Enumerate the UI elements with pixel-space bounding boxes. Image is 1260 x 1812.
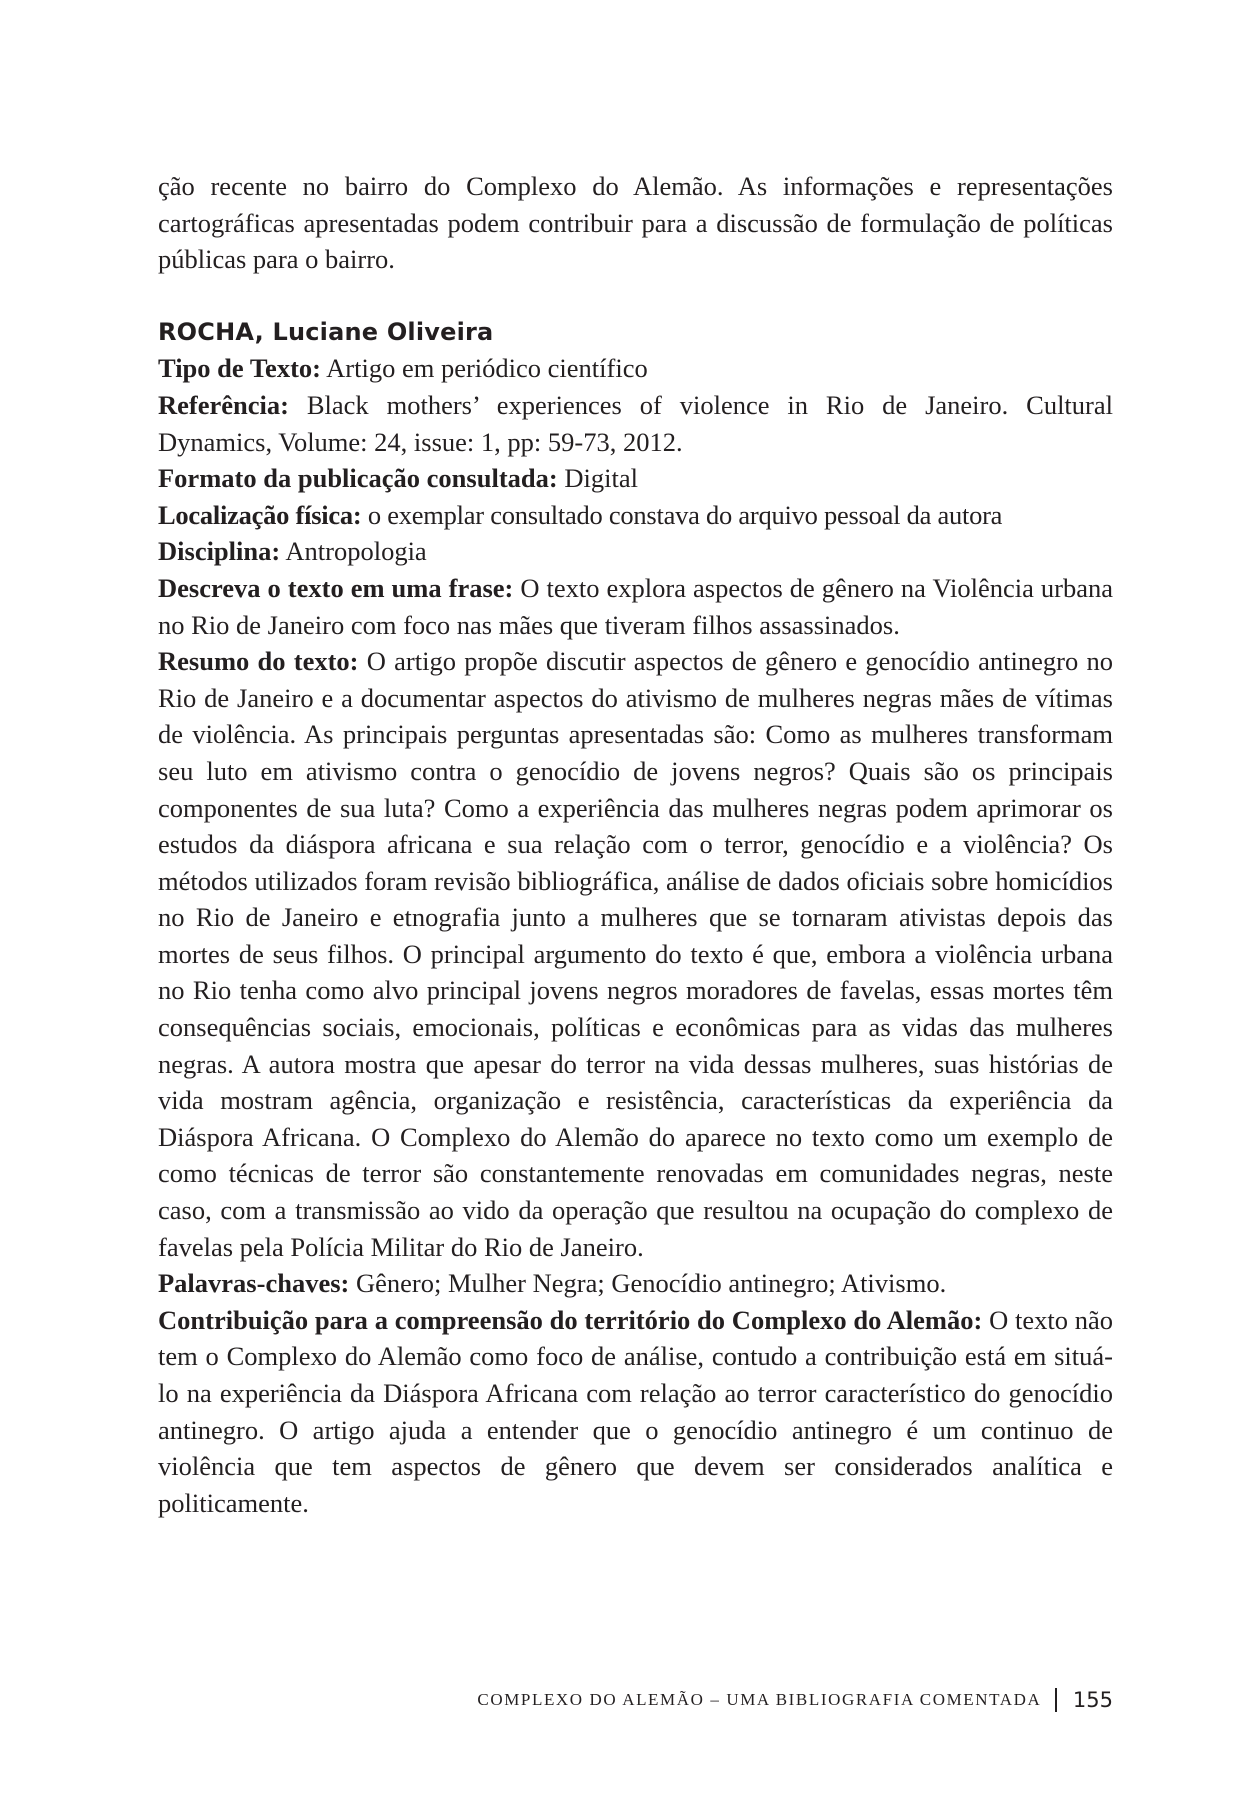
page-footer [477, 1688, 1113, 1712]
field-localizacao [158, 497, 1113, 534]
field-value: Artigo em periódico científico [320, 353, 648, 384]
field-label: Contribuição para a compreensão do território do Complexo do Alemão: [158, 1304, 983, 1335]
page-body [158, 168, 1113, 1521]
field-referencia [158, 387, 1113, 460]
footer-divider [1055, 1688, 1057, 1712]
field-label: Resumo do texto: [158, 646, 359, 677]
field-value: Black mothers’ experiences of violence in Rio de Janeiro. Cultural Dynamics, Volume: 24, issue: 1, pp: 59-73, 2012. [158, 389, 1113, 457]
page-number: 155 [1072, 1688, 1113, 1712]
entry-author: ROCHA, Luciane Oliveira [158, 317, 494, 346]
field-value: O texto explora aspectos de gênero na Violência urbana no Rio de Janeiro com foco nas mães que tiveram filhos assassinados. [158, 572, 1113, 640]
field-formato [158, 460, 1113, 497]
field-contribuicao [158, 1302, 1113, 1522]
field-tipo-de-texto [158, 350, 1113, 387]
field-label: Referência: [158, 389, 289, 420]
intro-paragraph: ção recente no bairro do Complexo do Alemão. As informações e representações cartográficas apresentadas podem contribuir para a discussão de formulação de políticas públicas para o bairro. [158, 171, 1113, 275]
field-label: Tipo de Texto: [158, 353, 321, 384]
field-palavras-chaves [158, 1265, 1113, 1302]
field-label: Descreva o texto em uma frase: [158, 572, 514, 603]
field-value: Gênero; Mulher Negra; Genocídio antinegro; Ativismo. [349, 1268, 947, 1299]
field-label: Formato da publicação consultada: [158, 463, 558, 494]
section-gap [158, 278, 1113, 314]
field-descricao [158, 570, 1113, 643]
running-title: COMPLEXO DO ALEMÃO – UMA BIBLIOGRAFIA COMENTADA [477, 1690, 1042, 1709]
field-disciplina [158, 533, 1113, 570]
field-value: Antropologia [280, 536, 427, 567]
field-value: O artigo propõe discutir aspectos de gênero e genocídio antinegro no Rio de Janeiro e a documentar aspectos do ativismo de mulheres negras mães de vítimas de violência. As principais perguntas apresentadas são: Como as mulheres transformam seu luto em ativismo contra o genocídio de jovens negros? Quais são os principais componentes de sua luta? Como a experiência das mulheres negras podem aprimorar os estudos da diáspora africana e sua relação com o terror, genocídio e a violência? Os métodos utilizados foram revisão bibliográfica, análise de dados oficiais sobre homicídios no Rio de Janeiro e etnografia junto a mulheres que se tornaram ativistas depois das mortes de seus filhos. O principal argumento do texto é que, embora a violência urbana no Rio tenha como alvo principal jovens negros moradores de favelas, essas mortes têm consequências sociais, emocionais, políticas e econômicas para as vidas das mulheres negras. A autora mostra que apesar do terror na vida dessas mulheres, suas histórias de vida mostram agência, organização e resistência, características da experiência da Diáspora Africana. O Complexo do Alemão do aparece no texto como um exemplo de como técnicas de terror são constantemente renovadas em comunidades negras, neste caso, com a transmissão ao vido da operação que resultou na ocupação do complexo de favelas pela Polícia Militar do Rio de Janeiro. [158, 646, 1113, 1262]
field-label: Disciplina: [158, 536, 281, 567]
field-value: o exemplar consultado constava do arquivo pessoal da autora [361, 499, 1003, 530]
field-label: Palavras-chaves: [158, 1268, 350, 1299]
field-resumo [158, 643, 1113, 1265]
field-label: Localização física: [158, 499, 362, 530]
field-value: O texto não tem o Complexo do Alemão como foco de análise, contudo a contribuição está em situá-lo na experiência da Diáspora Africana com relação ao terror característico do genocídio antinegro. O artigo ajuda a entender que o genocídio antinegro é um continuo de violência que tem aspectos de gênero que devem ser considerados analítica e politicamente. [158, 1304, 1113, 1518]
field-value: Digital [557, 463, 638, 494]
